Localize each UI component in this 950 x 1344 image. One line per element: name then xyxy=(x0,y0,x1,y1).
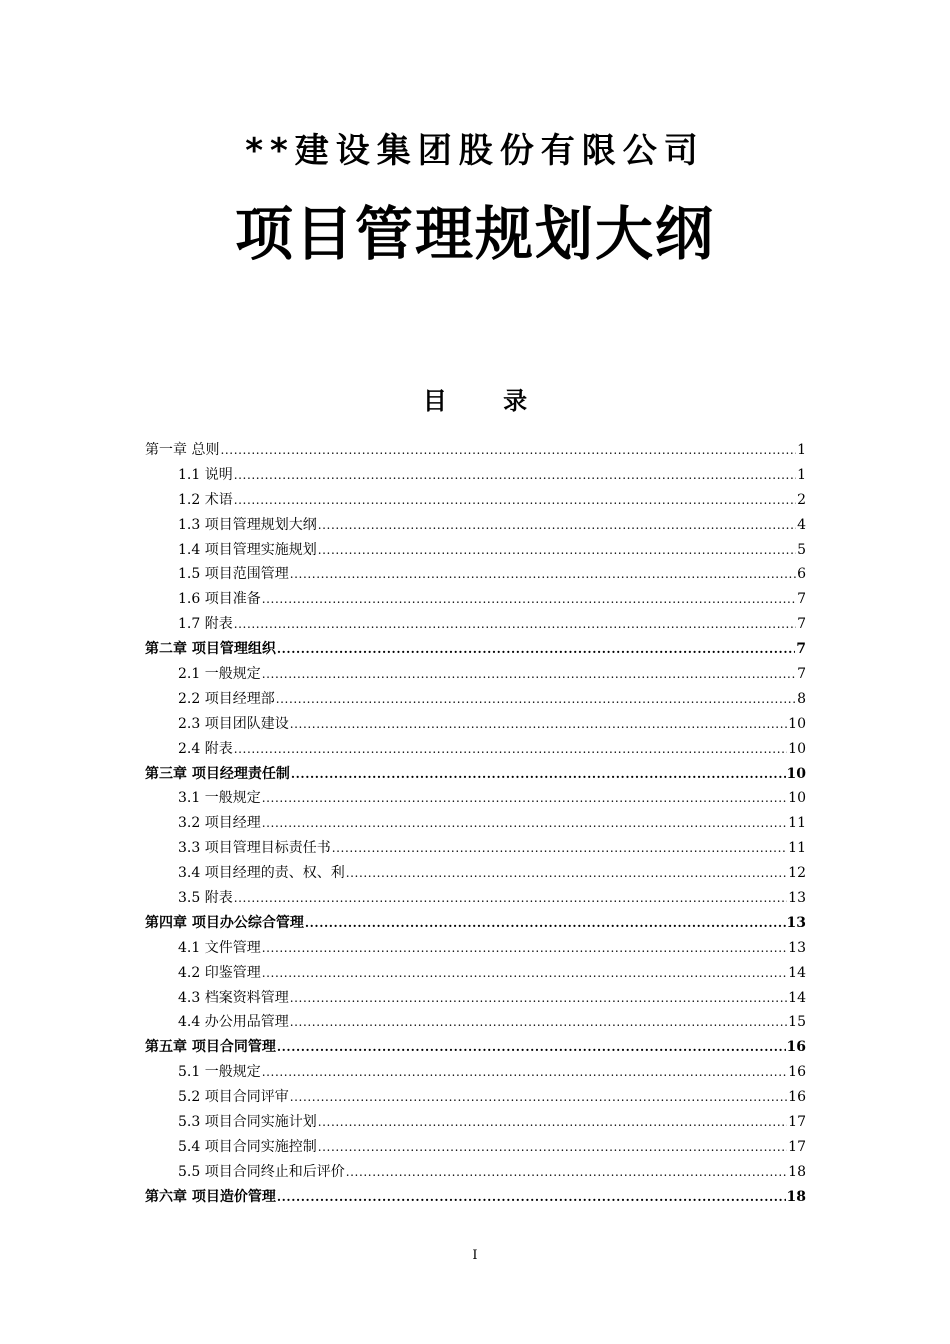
toc-entry-label: 1.3 项目管理规划大纲 xyxy=(178,516,317,533)
toc-entry-page: 4 xyxy=(797,516,806,533)
toc-dot-leader xyxy=(234,737,787,762)
toc-section-entry[interactable] xyxy=(145,1135,806,1160)
toc-dot-leader xyxy=(318,1110,787,1135)
toc-dot-leader xyxy=(346,861,787,886)
toc-entry-label: 3.1 一般规定 xyxy=(178,790,261,807)
toc-dot-leader xyxy=(332,836,787,861)
toc-entry-label: 1.7 附表 xyxy=(178,616,233,633)
toc-dot-leader xyxy=(277,637,795,662)
toc-section-entry[interactable] xyxy=(145,836,806,861)
toc-entry-page: 18 xyxy=(786,1188,806,1205)
toc-entry-page: 14 xyxy=(788,964,806,981)
toc-dot-leader xyxy=(290,986,787,1011)
toc-entry-page: 13 xyxy=(786,914,806,931)
toc-entry-page: 16 xyxy=(786,1039,806,1056)
toc-entry-label: 第二章 项目管理组织 xyxy=(145,641,276,658)
toc-entry-label: 1.4 项目管理实施规划 xyxy=(178,541,317,558)
toc-dot-leader xyxy=(290,1085,787,1110)
toc-entry-label: 5.3 项目合同实施计划 xyxy=(178,1114,317,1131)
toc-section-entry[interactable] xyxy=(145,737,806,762)
toc-dot-leader xyxy=(262,961,787,986)
toc-dot-leader xyxy=(305,911,786,936)
table-of-contents xyxy=(145,438,806,1210)
toc-entry-label: 5.2 项目合同评审 xyxy=(178,1089,289,1106)
toc-chapter-entry[interactable] xyxy=(145,762,806,787)
toc-dot-leader xyxy=(277,1185,786,1210)
toc-section-entry[interactable] xyxy=(145,687,806,712)
toc-entry-page: 18 xyxy=(788,1163,806,1180)
toc-entry-page: 7 xyxy=(797,591,806,608)
toc-entry-page: 7 xyxy=(797,616,806,633)
toc-dot-leader xyxy=(290,1010,787,1035)
toc-section-entry[interactable] xyxy=(145,587,806,612)
toc-dot-leader xyxy=(277,1035,786,1060)
toc-dot-leader xyxy=(262,1060,787,1085)
toc-entry-page: 7 xyxy=(796,641,806,658)
toc-section-entry[interactable] xyxy=(145,562,806,587)
toc-dot-leader xyxy=(318,513,796,538)
toc-entry-page: 7 xyxy=(797,666,806,683)
toc-entry-label: 5.4 项目合同实施控制 xyxy=(178,1138,317,1155)
toc-entry-label: 第一章 总则 xyxy=(145,442,220,458)
toc-dot-leader xyxy=(290,712,787,737)
toc-dot-leader xyxy=(262,662,796,687)
toc-entry-page: 15 xyxy=(788,1014,806,1031)
toc-section-entry[interactable] xyxy=(145,712,806,737)
toc-entry-page: 13 xyxy=(788,890,806,907)
toc-entry-label: 1.6 项目准备 xyxy=(178,591,261,608)
toc-entry-label: 第六章 项目造价管理 xyxy=(145,1188,276,1205)
toc-dot-leader xyxy=(234,612,796,637)
toc-section-entry[interactable] xyxy=(145,811,806,836)
toc-dot-leader xyxy=(262,786,787,811)
toc-entry-label: 4.4 办公用品管理 xyxy=(178,1014,289,1031)
toc-entry-label: 5.5 项目合同终止和后评价 xyxy=(178,1163,345,1180)
toc-entry-page: 1 xyxy=(797,442,806,458)
toc-chapter-entry[interactable] xyxy=(145,637,806,662)
toc-entry-label: 2.2 项目经理部 xyxy=(178,690,275,707)
toc-entry-label: 3.5 附表 xyxy=(178,890,233,907)
toc-section-entry[interactable] xyxy=(145,513,806,538)
toc-entry-label: 第四章 项目办公综合管理 xyxy=(145,914,304,931)
toc-dot-leader xyxy=(234,463,796,488)
toc-entry-page: 12 xyxy=(788,865,806,882)
toc-dot-leader xyxy=(234,488,796,513)
toc-section-entry[interactable] xyxy=(145,662,806,687)
toc-section-entry[interactable] xyxy=(145,936,806,961)
toc-entry-page: 8 xyxy=(797,690,806,707)
toc-section-entry[interactable] xyxy=(145,1085,806,1110)
toc-entry-label: 3.2 项目经理 xyxy=(178,815,261,832)
toc-dot-leader xyxy=(291,762,786,787)
toc-entry-label: 3.4 项目经理的责、权、利 xyxy=(178,865,345,882)
toc-section-entry[interactable] xyxy=(145,1010,806,1035)
toc-section-entry[interactable] xyxy=(145,1060,806,1085)
toc-section-entry[interactable] xyxy=(145,612,806,637)
toc-entry-label: 4.3 档案资料管理 xyxy=(178,989,289,1006)
toc-dot-leader xyxy=(346,1160,787,1185)
toc-dot-leader xyxy=(290,562,796,587)
toc-chapter-entry[interactable] xyxy=(145,911,806,936)
toc-entry-page: 6 xyxy=(797,566,806,583)
toc-entry-label: 2.3 项目团队建设 xyxy=(178,715,289,732)
toc-entry-label: 1.5 项目范围管理 xyxy=(178,566,289,583)
toc-entry-label: 第三章 项目经理责任制 xyxy=(145,765,290,782)
toc-section-entry[interactable] xyxy=(145,538,806,563)
toc-section-entry[interactable] xyxy=(145,986,806,1011)
company-name: **建设集团股份有限公司 xyxy=(245,131,705,171)
toc-chapter-entry[interactable] xyxy=(145,1185,806,1210)
toc-heading: 目 录 xyxy=(422,387,552,415)
toc-entry-label: 第五章 项目合同管理 xyxy=(145,1039,276,1056)
toc-dot-leader xyxy=(318,1135,787,1160)
toc-entry-page: 1 xyxy=(797,466,806,483)
toc-section-entry[interactable] xyxy=(145,1110,806,1135)
toc-entry-label: 1.2 术语 xyxy=(178,491,233,508)
toc-dot-leader xyxy=(276,687,796,712)
toc-entry-page: 14 xyxy=(788,989,806,1006)
toc-entry-page: 17 xyxy=(788,1114,806,1131)
toc-entry-label: 4.2 印鉴管理 xyxy=(178,964,261,981)
toc-dot-leader xyxy=(262,811,787,836)
toc-chapter-entry[interactable] xyxy=(145,1035,806,1060)
toc-section-entry[interactable] xyxy=(145,1160,806,1185)
toc-entry-page: 16 xyxy=(788,1064,806,1081)
toc-entry-page: 11 xyxy=(788,840,806,857)
toc-entry-page: 10 xyxy=(786,765,806,782)
toc-section-entry[interactable] xyxy=(145,861,806,886)
toc-section-entry[interactable] xyxy=(145,488,806,513)
toc-dot-leader xyxy=(318,538,796,563)
document-title: 项目管理规划大纲 xyxy=(234,200,715,268)
toc-entry-page: 17 xyxy=(788,1138,806,1155)
toc-entry-label: 2.1 一般规定 xyxy=(178,666,261,683)
footer-page-number: I xyxy=(472,1248,478,1263)
toc-entry-label: 2.4 附表 xyxy=(178,740,233,757)
toc-section-entry[interactable] xyxy=(145,786,806,811)
toc-section-entry[interactable] xyxy=(145,463,806,488)
toc-dot-leader xyxy=(220,438,796,463)
toc-entry-page: 5 xyxy=(797,541,806,558)
toc-dot-leader xyxy=(234,886,787,911)
toc-entry-label: 4.1 文件管理 xyxy=(178,939,261,956)
toc-entry-page: 10 xyxy=(788,740,806,757)
toc-entry-label: 5.1 一般规定 xyxy=(178,1064,261,1081)
toc-entry-page: 2 xyxy=(797,491,806,508)
toc-dot-leader xyxy=(262,936,787,961)
toc-entry-label: 1.1 说明 xyxy=(178,466,233,483)
toc-entry-page: 13 xyxy=(788,939,806,956)
toc-chapter-entry[interactable] xyxy=(145,438,806,463)
toc-entry-label: 3.3 项目管理目标责任书 xyxy=(178,840,331,857)
toc-entry-page: 10 xyxy=(788,715,806,732)
toc-entry-page: 10 xyxy=(788,790,806,807)
toc-section-entry[interactable] xyxy=(145,961,806,986)
toc-entry-page: 16 xyxy=(788,1089,806,1106)
toc-dot-leader xyxy=(262,587,796,612)
toc-entry-page: 11 xyxy=(788,815,806,832)
toc-section-entry[interactable] xyxy=(145,886,806,911)
